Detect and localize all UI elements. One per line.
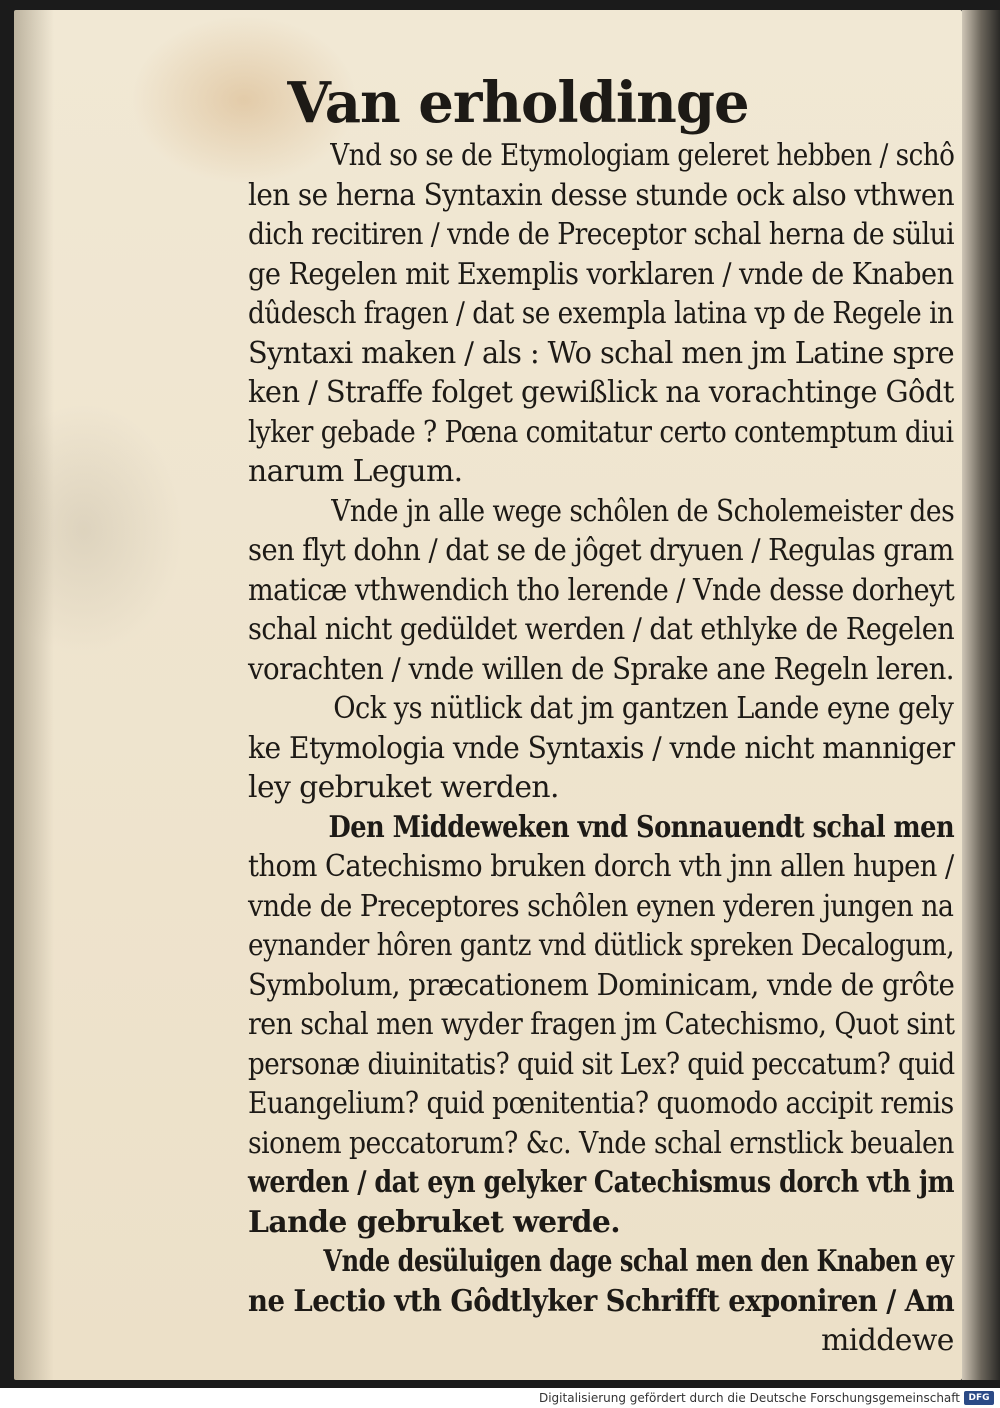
text-line: maticæ vthwendich tho lerende / Vnde desse dorheyt [248, 572, 955, 608]
text-line: narum Legum. [248, 454, 463, 489]
text-line: Vnde jn alle wege schôlen de Scholemeister des [331, 493, 955, 529]
text-line: len se herna Syntaxin desse stunde ock also vthwen [248, 177, 955, 213]
text-line: Vnde desüluigen dage schal men den Knaben ey [323, 1244, 954, 1279]
text-line: ken / Straffe folget gewißlick na vorachtinge Gôdt [248, 375, 954, 410]
text-line: ne Lectio vth Gôdtlyker Schrifft exponiren / Am [248, 1283, 955, 1319]
text-line: dich recitiren / vnde de Preceptor schal herna de sülui [248, 217, 955, 252]
page-text [248, 70, 958, 1361]
text-line: eynander hôren gantz vnd dütlick spreken Decalogum, [248, 928, 955, 963]
funding-credit: Digitalisierung gefördert durch die Deutsche Forschungsgemeinschaft [538, 1391, 960, 1405]
text-line: Symbolum, præcationem Dominicam, vnde de grôte [248, 967, 955, 1003]
page-heading: Van erholdinge [287, 70, 749, 136]
text-line: personæ diuinitatis? quid sit Lex? quid peccatum? quid [248, 1046, 955, 1082]
text-line: lyker gebade ? Pœna comitatur certo contemptum diui [248, 414, 954, 450]
dfg-logo: DFG [964, 1391, 994, 1405]
text-line: Lande gebruket werde. [248, 1204, 621, 1240]
catchword: middewe [821, 1323, 954, 1358]
text-line: vnde de Preceptores schôlen eynen yderen jungen na [248, 888, 954, 924]
text-line: Vnd so se de Etymologiam geleret hebben / schô [330, 138, 955, 173]
text-line: werden / dat eyn gelyker Catechismus dorch vth jm [248, 1165, 954, 1200]
text-line: vorachten / vnde willen de Sprake ane Regeln leren. [248, 651, 955, 687]
text-line: ren schal men wyder fragen jm Catechismo, Quot sint [248, 1007, 955, 1042]
text-line: thom Catechismo bruken dorch vth jnn allen hupen / [248, 849, 954, 884]
text-line: Ock ys nütlick dat jm gantzen Lande eyne gely [333, 691, 954, 726]
text-line: ge Regelen mit Exemplis vorklaren / vnde de Knaben [248, 256, 954, 292]
text-line: dûdesch fragen / dat se exempla latina vp de Regele in [248, 296, 954, 331]
text-line: sen flyt dohn / dat se de jôget dryuen / Regulas gram [248, 533, 954, 568]
text-line: schal nicht gedüldet werden / dat ethlyke de Regelen [248, 612, 955, 647]
text-line: Syntaxi maken / als : Wo schal men jm Latine spre [248, 335, 955, 371]
text-line: Euangelium? quid pœnitentia? quomodo accipit remis [248, 1086, 954, 1121]
text-line: ke Etymologia vnde Syntaxis / vnde nicht manniger [248, 730, 955, 766]
page-edge [962, 10, 1000, 1380]
footer-bar [0, 1388, 1000, 1408]
text-line: Den Middeweken vnd Sonnauendt schal men [328, 809, 955, 845]
text-line: ley gebruket werden. [248, 770, 559, 805]
text-line: sionem peccatorum? &c. Vnde schal ernstlick beualen [248, 1125, 954, 1161]
